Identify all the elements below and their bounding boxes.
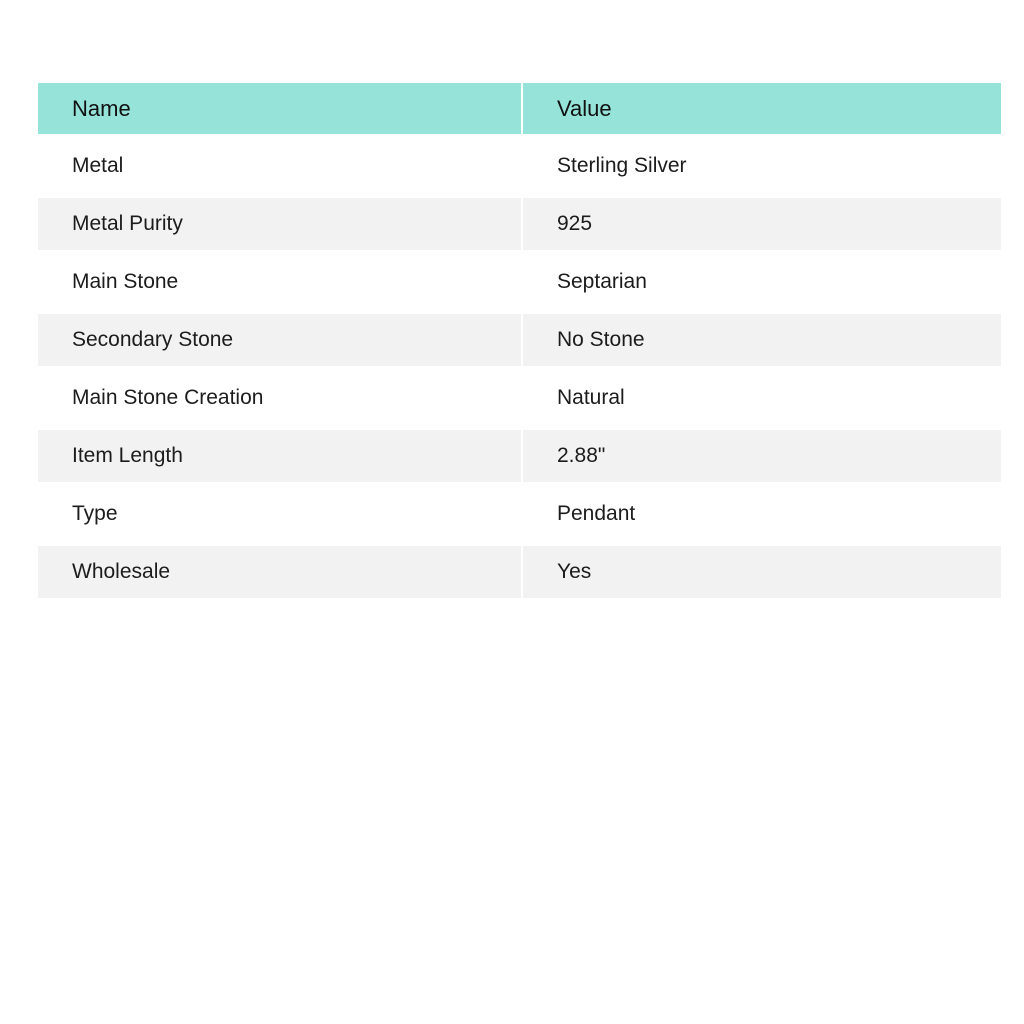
column-header-name: Name [38,83,523,134]
table-row [38,546,1001,598]
row-value-cell: No Stone [523,314,1001,366]
row-value-cell: 2.88" [523,430,1001,482]
column-header-value: Value [523,83,1001,134]
table-row [38,198,1001,250]
specifications-table [38,83,1001,598]
row-name-cell: Type [38,482,523,546]
row-name-cell: Secondary Stone [38,314,523,366]
table-body [38,134,1001,598]
table-row [38,134,1001,198]
table-row [38,482,1001,546]
row-value-cell: Natural [557,386,625,409]
row-name-cell: Wholesale [38,546,523,598]
row-value-cell: Pendant [557,502,636,525]
row-name-cell: Metal Purity [38,198,523,250]
table-header-row [38,83,1001,134]
row-name-cell: Main Stone [38,250,523,314]
row-value-cell: 925 [523,198,1001,250]
row-value-cell: Yes [523,546,1001,598]
table-row [38,250,1001,314]
row-value-cell: Sterling Silver [557,154,687,177]
row-name-cell: Metal [38,134,523,198]
table-row [38,366,1001,430]
row-value-cell: Septarian [557,270,647,293]
table-header [38,83,1001,134]
table-row [38,430,1001,482]
row-name-cell: Item Length [38,430,523,482]
row-name-cell: Main Stone Creation [38,366,523,430]
table-row [38,314,1001,366]
